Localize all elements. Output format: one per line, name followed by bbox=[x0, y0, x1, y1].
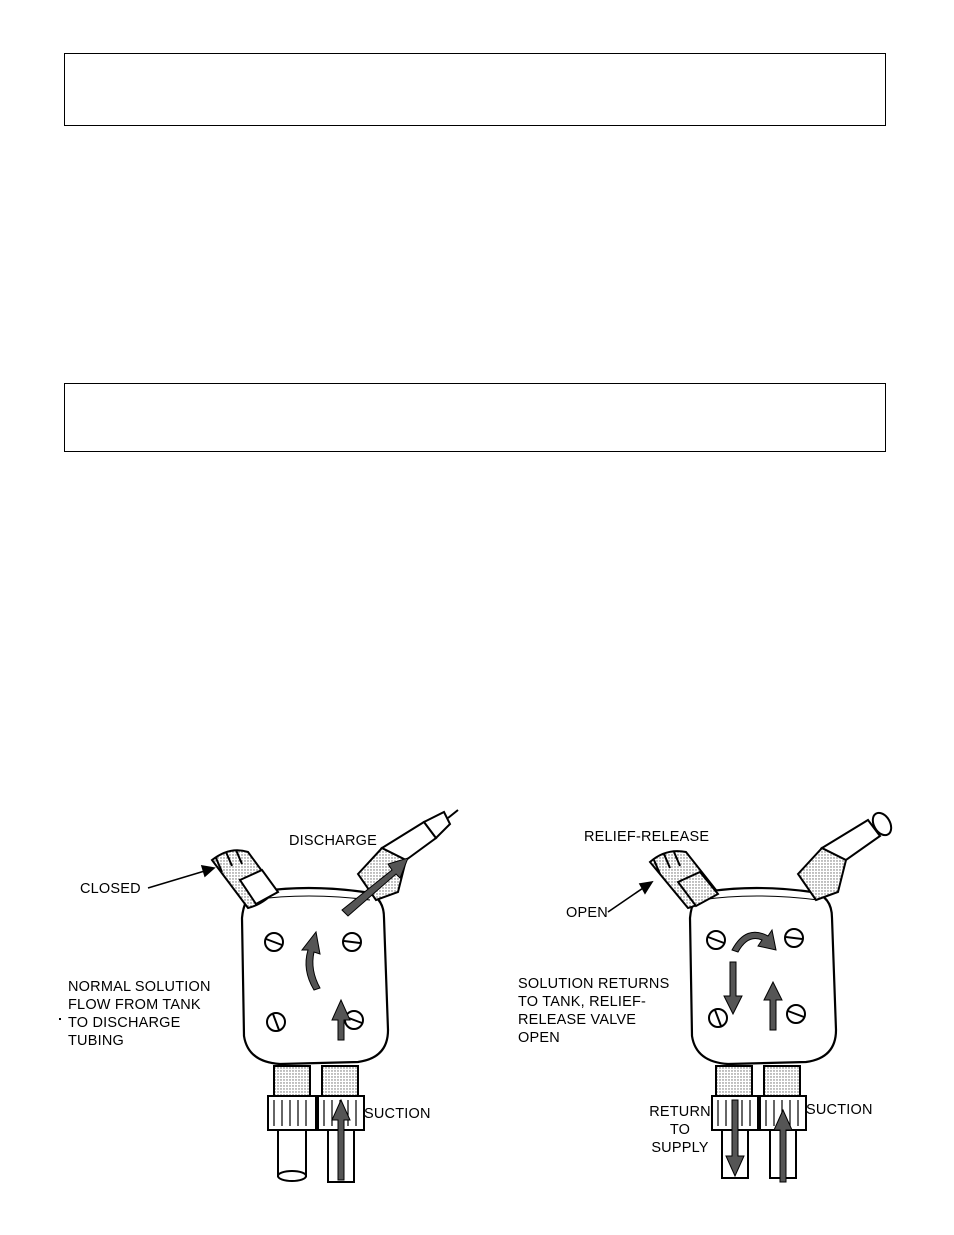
suction-label-right: SUCTION bbox=[806, 1102, 873, 1118]
note-box-top bbox=[64, 53, 886, 126]
closed-label: CLOSED bbox=[80, 881, 141, 897]
discharge-label: DISCHARGE bbox=[289, 833, 378, 849]
solution-returns-line-2: TO TANK, RELIEF- bbox=[518, 994, 647, 1010]
relief-release-label: RELIEF-RELEASE bbox=[584, 829, 710, 845]
open-label: OPEN bbox=[566, 905, 608, 921]
return-line-1: RETURN bbox=[649, 1104, 711, 1120]
normal-flow-line-3: TO DISCHARGE bbox=[68, 1015, 181, 1031]
suction-label-left: SUCTION bbox=[364, 1106, 431, 1122]
figure-relief-release bbox=[500, 800, 910, 1190]
note-box-middle bbox=[64, 383, 886, 452]
return-line-2: TO bbox=[669, 1122, 691, 1138]
normal-flow-line-4: TUBING bbox=[68, 1033, 124, 1049]
solution-returns-line-1: SOLUTION RETURNS bbox=[518, 976, 670, 992]
normal-flow-line-2: FLOW FROM TANK bbox=[68, 997, 201, 1013]
solution-returns-line-3: RELEASE VALVE bbox=[518, 1012, 637, 1028]
normal-flow-line-1: NORMAL SOLUTION bbox=[68, 979, 211, 995]
return-to-supply-caption bbox=[640, 1103, 720, 1157]
return-line-3: SUPPLY bbox=[651, 1140, 709, 1156]
figure-normal-flow bbox=[52, 800, 472, 1190]
solution-returns-line-4: OPEN bbox=[518, 1030, 560, 1046]
pump-body-relief bbox=[690, 888, 836, 1064]
